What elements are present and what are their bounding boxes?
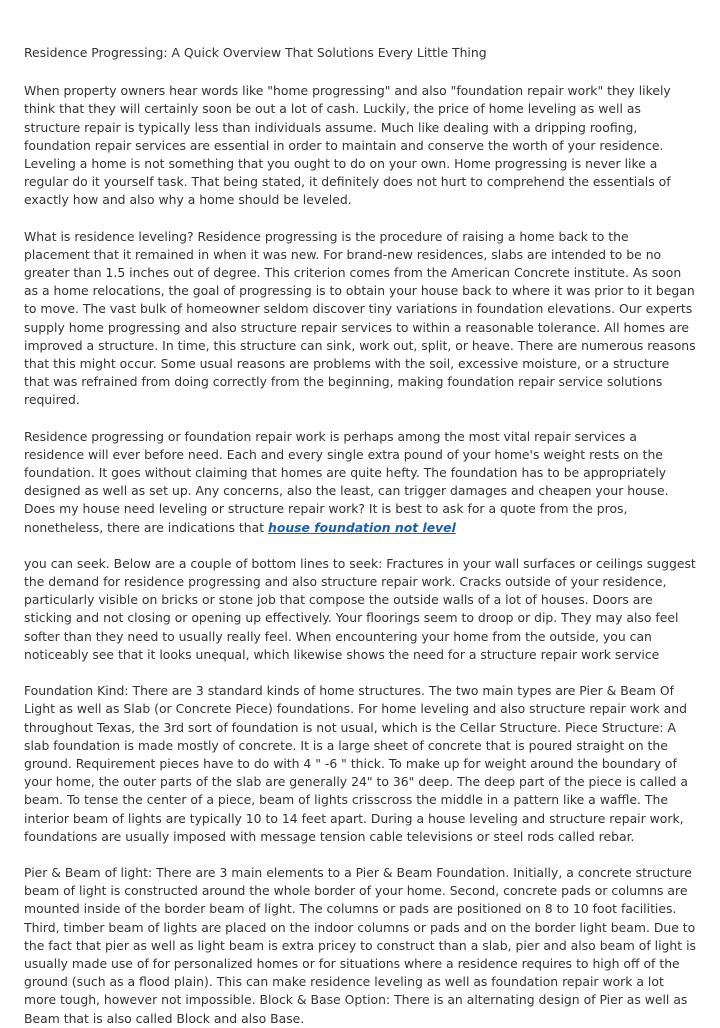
paragraph-importance-text: Residence progressing or foundation repair work is perhaps among the most vital repair services a residence will ever before need. Each and every single extra pound of your home's weight rests on the foundation. It goes without claiming that homes are quite hefty. The foundation has to be appropriately designed as well as set up. Any concerns, also the least, can trigger damages and cheapen your house. Does my house need leveling or structure repair work? It is best to ask for a quote from the pros, nonetheless, there are indications that	[24, 428, 669, 535]
house-foundation-link[interactable]: house foundation not level	[268, 519, 456, 535]
paragraph-importance	[24, 428, 696, 537]
paragraph-foundation-kind: Foundation Kind: There are 3 standard kinds of home structures. The two main types are Pier & Beam Of Light as well as Slab (or Concrete Piece) foundations. For home leveling and also structure repair work and throughout Texas, the 3rd sort of foundation is not usual, which is the Cellar Structure. Piece Structure: A slab foundation is made mostly of concrete. It is a large sheet of concrete that is poured straight on the ground. Requirement pieces have to do with 4 " -6 " thick. To make up for weight around the boundary of your home, the outer parts of the slab are generally 24" to 36" deep. The deep part of the piece is called a beam. To tense the center of a piece, beam of lights crisscross the middle in a pattern like a waffle. The interior beam of lights are typically 10 to 14 feet apart. During a house leveling and structure repair work, foundations are usually imposed with message tension cable televisions or steel rods called rebar.	[24, 683, 688, 844]
paragraph-what-is-leveling: What is residence leveling? Residence progressing is the procedure of raising a home back to the placement that it remained in when it was new. For brand-new residences, slabs are intended to be no greater than 1.5 inches out of degree. This criterion comes from the American Concrete institute. As soon as a home relocations, the goal of progressing is to obtain your house back to where it was prior to it began to move. The vast bulk of homeowner seldom discover tiny variations in foundation elevations. Our experts supply home progressing and also structure repair services to within a reasonable tolerance. All homes are improved a structure. In time, this structure can sink, work out, split, or heave. There are numerous reasons that this might occur. Some usual reasons are problems with the soil, excessive moisture, or a structure that was refrained from doing correctly from the beginning, making foundation repair service solutions required.	[24, 228, 696, 408]
document-title: Residence Progressing: A Quick Overview That Solutions Every Little Thing	[24, 45, 487, 60]
paragraph-intro: When property owners hear words like "home progressing" and also "foundation repair work" they likely think that they will certainly soon be out a lot of cash. Luckily, the price of home leveling as well as structure repair is typically less than individuals assume. Much like dealing with a dripping roofing, foundation repair services are essential in order to maintain and conserve the worth of your residence. Leveling a home is not something that you ought to do on your own. Home progressing is never like a regular do it yourself task. That being stated, it definitely does not hurt to comprehend the essentials of exactly how and also why a home should be leveled.	[24, 83, 671, 208]
paragraph-pier-beam: Pier & Beam of light: There are 3 main elements to a Pier & Beam Foundation. Initially, a concrete structure beam of light is constructed around the whole border of your home. Second, concrete pads or columns are mounted inside of the border beam of light. The columns or pads are positioned on 8 to 10 foot facilities. Third, timber beam of lights are placed on the indoor columns or pads and on the border light beam. Due to the fact that pier as well as light beam is extra pricey to construct than a slab, pier and also beam of light is usually made use of for personalized homes or for situations where a residence requires to high off of the ground (such as a flood plain). This can make residence leveling as well as foundation repair work a lot more tough, however not impossible. Block & Base Option: There is an alternating design of Pier as well as Beam that is also called Block and also Base.	[24, 864, 696, 1026]
paragraph-signs: you can seek. Below are a couple of bottom lines to seek: Fractures in your wall surfaces or ceilings suggest the demand for residence progressing and also structure repair work. Cracks outside of your residence, particularly visible on bricks or stone job that compose the outside walls of a lot of houses. Doors are sticking and not closing or opening up effectively. Your floorings seem to droop or dip. They may also feel softer than they need to usually really feel. When encountering your home from the outside, you can noticeably see that it looks unequal, which likewise shows the need for a structure repair work service	[24, 555, 696, 662]
